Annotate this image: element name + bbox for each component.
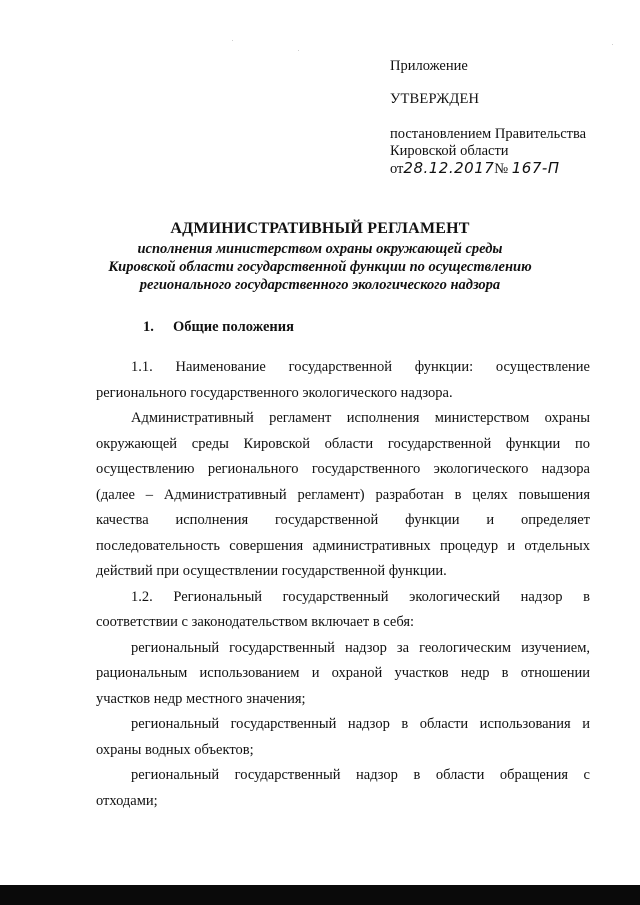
- section-title: Общие положения: [173, 319, 294, 335]
- handwritten-number: 167-П: [511, 159, 560, 177]
- body-line: региональный государственный надзор за геологическим изучением,: [131, 640, 590, 656]
- number-prefix: №: [494, 161, 509, 177]
- body-line: охраны водных объектов;: [96, 742, 254, 758]
- handwritten-date: 28.12.2017: [403, 159, 495, 177]
- decree-line-2: Кировской области: [390, 143, 509, 159]
- date-prefix: от: [390, 161, 404, 177]
- body-line: 1.1. Наименование государственной функции: осуществление: [131, 359, 590, 375]
- date-number-line: [390, 160, 560, 178]
- scan-speck: [232, 40, 233, 41]
- body-line: соответствии с законодательством включает в себя:: [96, 614, 415, 630]
- body-line: регионального государственного экологического надзора.: [96, 385, 453, 401]
- body-line: рациональным использованием и охраной участков недр в отношении: [96, 665, 590, 681]
- body-line: последовательность совершения административных процедур и отдельных: [96, 538, 590, 554]
- body-line: осуществлению регионального государственного экологического надзора: [96, 461, 590, 477]
- scan-edge-bar: [0, 885, 640, 905]
- document-title: АДМИНИСТРАТИВНЫЙ РЕГЛАМЕНТ: [170, 220, 470, 237]
- document-subtitle-line-3: регионального государственного экологического надзора: [139, 277, 501, 293]
- section-heading: [143, 319, 294, 336]
- body-line: (далее – Административный регламент) разработан в целях повышения: [96, 487, 590, 503]
- body-line: действий при осуществлении государственной функции.: [96, 563, 447, 579]
- scan-speck: [612, 44, 613, 45]
- annex-label: Приложение: [390, 58, 468, 74]
- document-subtitle-line-2: Кировской области государственной функции по осуществлению: [108, 259, 532, 275]
- body-line: отходами;: [96, 793, 158, 809]
- body-line: качества исполнения государственной функции и определяет: [96, 512, 590, 528]
- body-line: региональный государственный надзор в области использования и: [131, 716, 590, 732]
- section-number: 1.: [143, 319, 154, 335]
- body-line: окружающей среды Кировской области государственной функции по: [96, 436, 590, 452]
- body-line: участков недр местного значения;: [96, 691, 306, 707]
- document-subtitle-line-1: исполнения министерством охраны окружающей среды: [137, 241, 503, 257]
- body-line: Административный регламент исполнения министерством охраны: [131, 410, 590, 426]
- approved-label: УТВЕРЖДЕН: [390, 91, 480, 107]
- decree-line-1: постановлением Правительства: [390, 126, 587, 142]
- body-line: 1.2. Региональный государственный экологический надзор в: [131, 589, 590, 605]
- body-line: региональный государственный надзор в области обращения с: [131, 767, 590, 783]
- scan-speck: [298, 50, 299, 51]
